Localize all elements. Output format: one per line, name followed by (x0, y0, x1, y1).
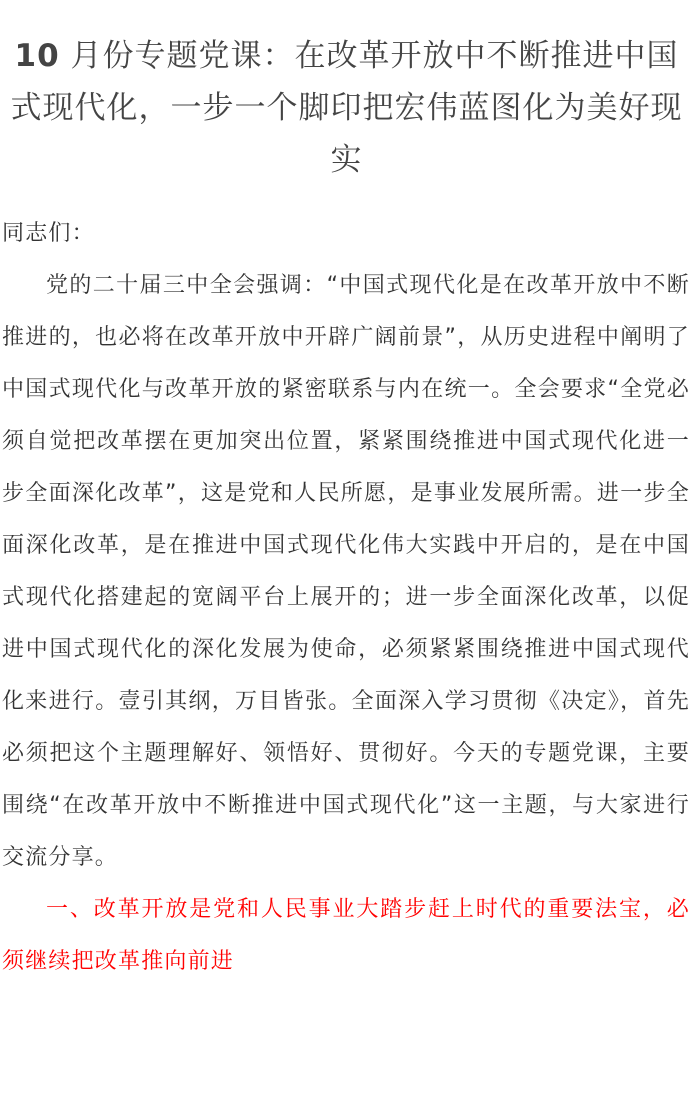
page-title (0, 0, 693, 186)
section-heading: 一、改革开放是党和人民事业大踏步赶上时代的重要法宝，必须继续把改革推向前进 (2, 897, 690, 974)
greeting: 同志们： (2, 221, 95, 246)
title-text: 月份专题党课：在改革开放中不断推进中国式现代化，一步一个脚印把宏伟蓝图化为美好现实 (10, 38, 683, 178)
intro-paragraph: 党的二十届三中全会强调：“中国式现代化是在改革开放中不断推进的，也必将在改革开放中开辟广阔前景”，从历史进程中阐明了中国式现代化与改革开放的紧密联系与内在统一。全会要求“全党必须自觉把改革摆在更加突出位置，紧紧围绕推进中国式现代化进一步全面深化改革”，这是党和人民所愿，是事业发展所需。进一步全面深化改革，是在推进中国式现代化伟大实践中开启的，是在中国式现代化搭建起的宽阔平台上展开的；进一步全面深化改革，以促进中国式现代化的深化发展为使命，必须紧紧围绕推进中国式现代化来进行。壹引其纲，万目皆张。全面深入学习贯彻《决定》，首先必须把这个主题理解好、领悟好、贯彻好。今天的专题党课，主要围绕“在改革开放中不断推进中国式现代化”这一主题，与大家进行交流分享。 (2, 273, 690, 870)
title-number: 10 (14, 38, 60, 74)
